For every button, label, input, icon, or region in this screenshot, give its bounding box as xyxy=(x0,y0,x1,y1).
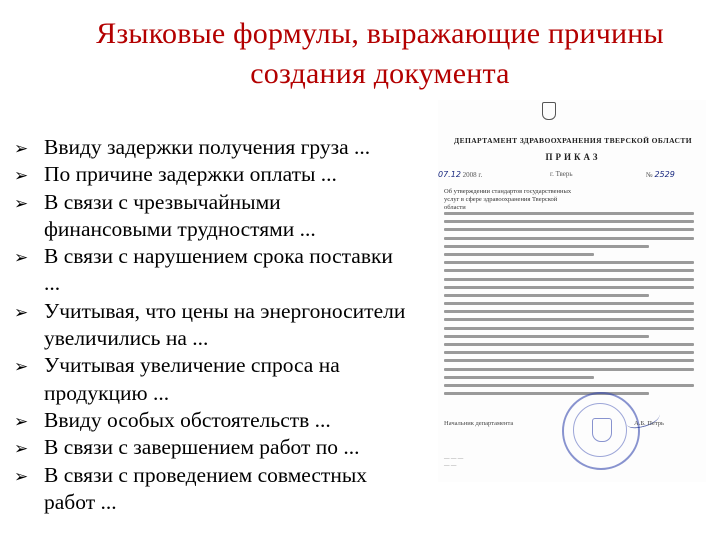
arrow-bullet-icon: ➢ xyxy=(14,302,29,323)
signature-name: А.Б. Петрь xyxy=(634,420,665,427)
list-item xyxy=(14,407,414,434)
list-item xyxy=(14,352,414,407)
document-heading: ПРИКАЗ xyxy=(545,152,601,162)
list-item-text: В связи с проведением совместных работ ... xyxy=(44,462,368,514)
arrow-bullet-icon: ➢ xyxy=(14,139,29,159)
document-number xyxy=(646,170,675,179)
list-item-text: Учитывая увеличение спроса на продукцию ... xyxy=(44,353,340,405)
list-item-text: Ввиду задержки получения груза ... xyxy=(44,135,371,159)
list-item xyxy=(14,189,414,244)
document-subject: Об утверждении стандартов государственных услуг в сфере здравоохранения Тверской области xyxy=(444,188,572,211)
list-item xyxy=(14,161,414,188)
list-item xyxy=(14,134,414,161)
arrow-bullet-icon: ➢ xyxy=(14,166,29,187)
list-item xyxy=(14,298,414,353)
signature-label: Начальник департамента xyxy=(444,420,514,427)
coat-of-arms-icon xyxy=(542,102,556,120)
list-item xyxy=(14,243,414,298)
slide-title-line-1: Языковые формулы, выражающие причины xyxy=(96,17,664,50)
list-item-text: В связи с нарушением срока поставки ... xyxy=(44,244,393,296)
order-document-image xyxy=(438,100,706,482)
list-item-text: В связи с завершением работ по ... xyxy=(44,435,360,460)
document-date-line xyxy=(438,170,700,184)
list-item-text: В связи с чрезвычайными финансовыми трудностями ... xyxy=(44,189,316,241)
list-item-text: Ввиду особых обстоятельств ... xyxy=(44,407,331,432)
arrow-bullet-icon: ➢ xyxy=(14,357,29,378)
document-body-text xyxy=(444,212,694,400)
document-date xyxy=(438,170,482,179)
handwritten-number: 2529 xyxy=(654,170,675,179)
list-item-text: Учитывая, что цены на энергоносители увеличились на ... xyxy=(44,298,406,351)
arrow-bullet-icon: ➢ xyxy=(14,466,29,487)
document-footer-note: — — — — — xyxy=(444,456,464,469)
list-item-text: По причине задержки оплаты ... xyxy=(44,162,337,187)
arrow-bullet-icon: ➢ xyxy=(14,248,29,269)
arrow-bullet-icon: ➢ xyxy=(14,439,29,460)
reason-formula-list xyxy=(14,134,414,516)
document-number-label: № xyxy=(646,171,653,179)
document-city: г. Тверь xyxy=(550,170,573,178)
handwritten-date: 07.12 xyxy=(438,170,461,179)
list-item xyxy=(14,434,414,461)
document-department: ДЕПАРТАМЕНТ ЗДРАВООХРАНЕНИЯ ТВЕРСКОЙ ОБЛАСТИ xyxy=(454,136,692,145)
arrow-bullet-icon: ➢ xyxy=(14,411,29,432)
slide-title-line-2: создания документа xyxy=(250,57,510,90)
slide-title xyxy=(40,14,720,94)
arrow-bullet-icon: ➢ xyxy=(14,193,29,214)
document-signature-line xyxy=(444,420,700,434)
list-item xyxy=(14,462,414,517)
document-year: 2008 г. xyxy=(462,171,483,179)
